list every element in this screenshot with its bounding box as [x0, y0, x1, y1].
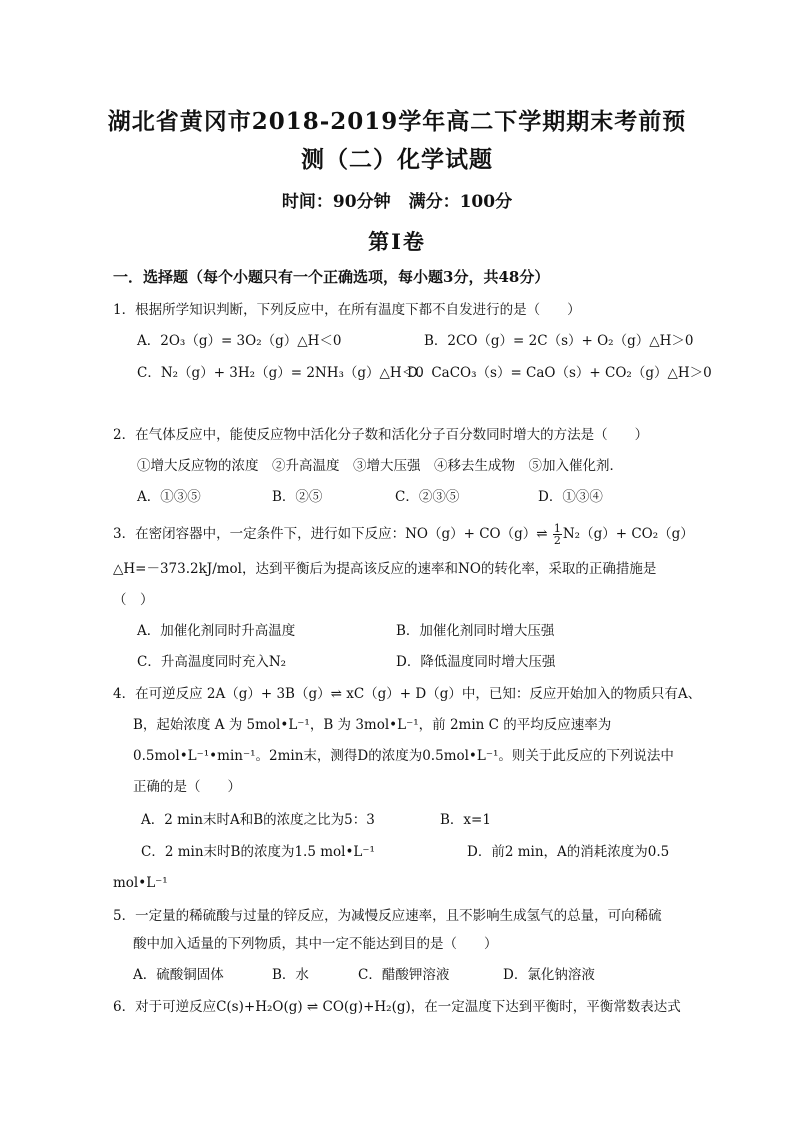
question-1-option-d: D．CaCO₃（s）= CaO（s）+ CO₂（g）△H＞0 — [407, 365, 712, 381]
one-half-fraction — [553, 523, 562, 546]
exam-score: 满分：100分 — [408, 192, 513, 212]
question-4-line2: B，起始浓度 A 为 5mol•L⁻¹，B 为 3mol•L⁻¹，前 2min C 的平均反应速率为 — [133, 717, 612, 733]
question-4-line1: 4．在可逆反应 2A（g）+ 3B（g）⇌ xC（g）+ D（g）中，已知：反应开始加入的物质只有A、 — [113, 686, 702, 702]
section-heading: 一．选择题（每个小题只有一个正确选项，每小题3分，共48分） — [113, 268, 550, 286]
question-2-option-a: A．①③⑤ — [137, 489, 201, 505]
question-2-stem: 2．在气体反应中，能使反应物中活化分子数和活化分子百分数同时增大的方法是（ ） — [113, 427, 649, 443]
question-3-option-c: C．升高温度同时充入N₂ — [137, 654, 287, 670]
question-5-line1: 5．一定量的稀硫酸与过量的锌反应，为减慢反应速率，且不影响生成氢气的总量，可向稀硫 — [113, 908, 662, 924]
question-3-line3: （ ） — [113, 592, 154, 608]
question-3-stem — [113, 523, 694, 546]
question-4-line4: 正确的是（ ） — [133, 779, 241, 795]
question-4-option-c: C．2 min末时B的浓度为1.5 mol•L⁻¹ — [141, 844, 375, 860]
exam-title-line2: 测（二）化学试题 — [301, 146, 493, 173]
question-4-option-d-cont: mol•L⁻¹ — [113, 875, 168, 891]
question-4-option-a: A．2 min末时A和B的浓度之比为5：3 — [141, 812, 375, 828]
question-3-option-d: D．降低温度同时增大压强 — [396, 654, 556, 670]
question-2-option-b: B．②⑤ — [272, 489, 323, 505]
question-2-option-c: C．②③⑤ — [395, 489, 460, 505]
question-4-option-b: B．x=1 — [440, 812, 491, 828]
question-3-line2: △H=－373.2kJ/mol，达到平衡后为提高该反应的速率和NO的转化率，采取的正确措施是 — [113, 561, 657, 577]
exam-info — [0, 187, 794, 212]
question-5-option-c: C．醋酸钾溶液 — [358, 967, 450, 983]
question-1-stem: 1．根据所学知识判断，下列反应中，在所有温度下都不自发进行的是（ ） — [113, 302, 581, 318]
question-1-option-c: C．N₂（g）+ 3H₂（g）= 2NH₃（g）△H＜0 — [137, 365, 424, 381]
question-5-option-a: A．硫酸铜固体 — [133, 967, 224, 983]
question-3-option-b: B．加催化剂同时增大压强 — [396, 623, 555, 639]
question-4-line3: 0.5mol•L⁻¹•min⁻¹。2min末，测得D的浓度为0.5mol•L⁻¹。则关于此反应的下列说法中 — [133, 748, 674, 764]
question-3-stem-post: N₂（g）+ CO₂（g） — [562, 526, 694, 542]
question-5-line2: 酸中加入适量的下列物质，其中一定不能达到目的是（ ） — [133, 936, 498, 952]
question-3-stem-pre: 3．在密闭容器中，一定条件下，进行如下反应：NO（g）+ CO（g）⇌ — [113, 526, 552, 542]
question-5-option-d: D．氯化钠溶液 — [503, 967, 595, 983]
question-1-option-b: B．2CO（g）= 2C（s）+ O₂（g）△H＞0 — [424, 333, 694, 349]
exam-title-line1: 湖北省黄冈市2018-2019学年高二下学期期末考前预 — [107, 108, 687, 135]
question-2-choices-list: ①增大反应物的浓度 ②升高温度 ③增大压强 ④移去生成物 ⑤加入催化剂． — [137, 458, 623, 474]
volume-heading: 第Ⅰ卷 — [368, 229, 426, 254]
fraction-numerator: 1 — [553, 522, 561, 535]
question-2-option-d: D．①③④ — [538, 489, 603, 505]
question-4-option-d: D．前2 min，A的消耗浓度为0.5 — [467, 844, 670, 860]
fraction-denominator: 2 — [553, 534, 561, 547]
question-3-option-a: A．加催化剂同时升高温度 — [137, 623, 296, 639]
exam-time: 时间：90分钟 — [281, 192, 391, 212]
question-5-option-b: B．水 — [272, 967, 309, 983]
question-6-line1: 6．对于可逆反应C(s)+H₂O(g) ⇌ CO(g)+H₂(g)，在一定温度下达到平衡时，平衡常数表达式 — [113, 999, 681, 1015]
question-1-option-a: A．2O₃（g）= 3O₂（g）△H＜0 — [137, 333, 342, 349]
